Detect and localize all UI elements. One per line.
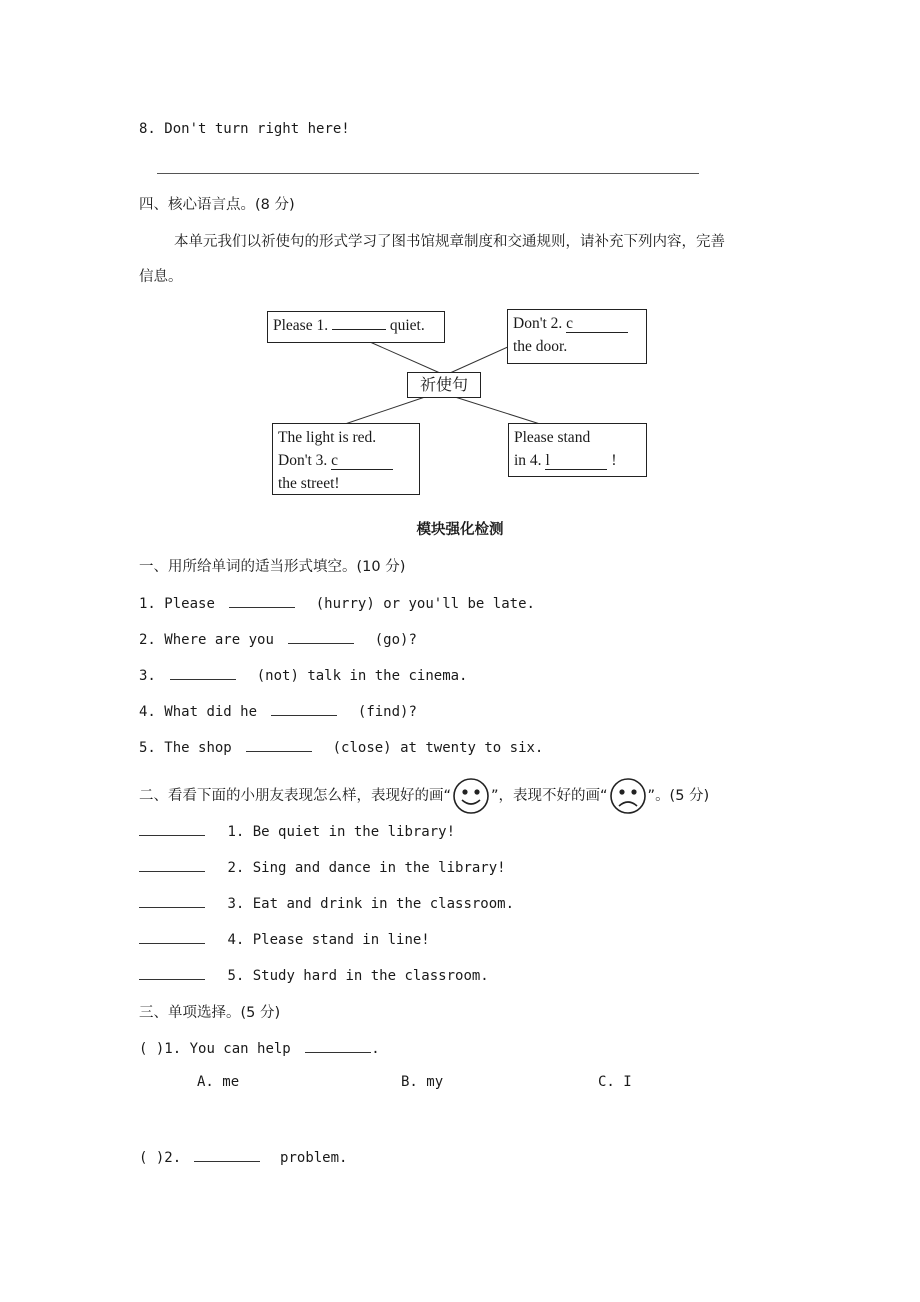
blank-input[interactable] xyxy=(139,929,205,944)
part1-item-1: 1. Please (hurry) or you'll be late. xyxy=(139,593,535,612)
smiley-face-icon xyxy=(451,776,491,816)
fill-blank-3[interactable]: c xyxy=(331,453,393,470)
blank-input[interactable] xyxy=(139,821,205,836)
diagram-box-3: The light is red. Don't 3. c the street! xyxy=(272,423,420,495)
q1-option-a[interactable]: A. me xyxy=(197,1074,240,1090)
blank-input[interactable] xyxy=(139,965,205,980)
part1-item-5: 5. The shop (close) at twenty to six. xyxy=(139,737,543,756)
blank-input[interactable] xyxy=(139,893,205,908)
q8-number: 8. xyxy=(139,121,156,137)
diagram-box-4: Please stand in 4. l ! xyxy=(508,423,647,477)
part1-heading: 一、用所给单词的适当形式填空。(10 分) xyxy=(139,559,406,575)
diagram-center-box: 祈使句 xyxy=(407,372,481,398)
part1-item-4: 4. What did he (find)? xyxy=(139,701,417,720)
blank-input[interactable] xyxy=(229,593,295,608)
blank-input[interactable] xyxy=(139,857,205,872)
diagram-box-2: Don't 2. c the door. xyxy=(507,309,647,364)
diagram-connectors xyxy=(0,0,920,520)
diagram-box-1: Please 1. quiet. xyxy=(267,311,445,343)
answer-paren[interactable]: ( ) xyxy=(139,1150,165,1166)
part3-q2: ( )2. problem. xyxy=(139,1147,347,1166)
blank-input[interactable] xyxy=(288,629,354,644)
blank-input[interactable] xyxy=(271,701,337,716)
fill-blank-4[interactable]: l xyxy=(545,453,607,470)
part2-item-4: 4. Please stand in line! xyxy=(139,929,430,948)
part3-q1: ( )1. You can help . xyxy=(139,1038,380,1057)
section4-instructions-cont: 信息。 xyxy=(139,269,183,285)
q8-text: Don't turn right here! xyxy=(164,121,350,137)
module-title: 模块强化检测 xyxy=(416,522,504,538)
part2-item-3: 3. Eat and drink in the classroom. xyxy=(139,893,514,912)
blank-input[interactable] xyxy=(170,665,236,680)
answer-paren[interactable]: ( ) xyxy=(139,1041,165,1057)
part2-item-5: 5. Study hard in the classroom. xyxy=(139,965,489,984)
part2-item-1: 1. Be quiet in the library! xyxy=(139,821,455,840)
section4-heading: 四、核心语言点。(8 分) xyxy=(139,197,295,213)
blank-input[interactable] xyxy=(246,737,312,752)
fill-blank-1[interactable] xyxy=(332,329,386,330)
q1-option-c[interactable]: C. I xyxy=(598,1074,632,1090)
part3-heading: 三、单项选择。(5 分) xyxy=(139,1005,281,1021)
fill-blank-2[interactable]: c xyxy=(566,316,628,333)
blank-input xyxy=(194,1147,260,1162)
q1-option-b[interactable]: B. my xyxy=(401,1074,444,1090)
part1-item-3: 3. (not) talk in the cinema. xyxy=(139,665,467,684)
part2-heading: 二、看看下面的小朋友表现怎么样，表现好的画“ ”，表现不好的画“ ”。(5 分) xyxy=(139,776,709,816)
part1-item-2: 2. Where are you (go)? xyxy=(139,629,417,648)
part2-item-2: 2. Sing and dance in the library! xyxy=(139,857,506,876)
sad-face-icon xyxy=(608,776,648,816)
blank-input xyxy=(305,1038,371,1053)
section4-instructions: 本单元我们以祈使句的形式学习了图书馆规章制度和交通规则，请补充下列内容，完善 xyxy=(174,234,725,250)
